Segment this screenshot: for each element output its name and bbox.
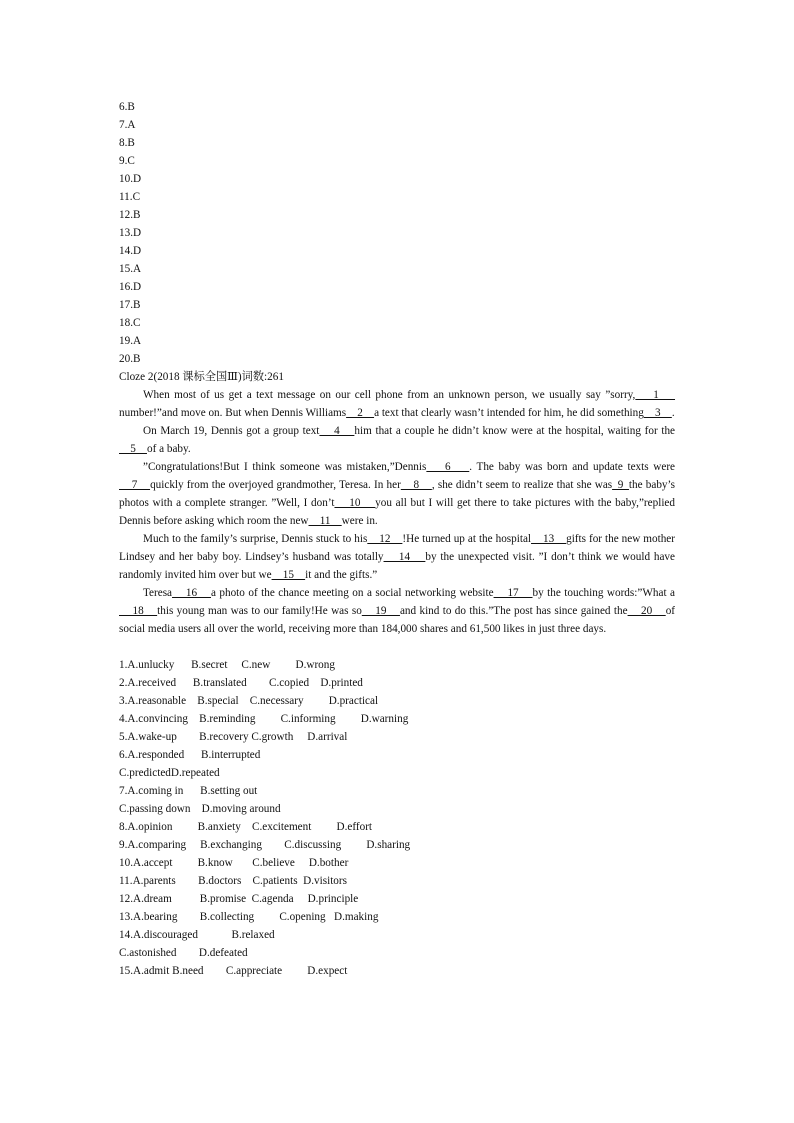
option-line: 10.A.accept B.know C.believe D.bother xyxy=(119,857,349,869)
cloze-blank: 14 xyxy=(383,551,426,563)
paragraph-text: !He turned up at the hospital xyxy=(402,533,532,545)
option-line: 9.A.comparing B.exchanging C.discussing D.sharing xyxy=(119,839,411,851)
answer-item: 6.B xyxy=(119,101,135,113)
answer-item: 18.C xyxy=(119,317,141,329)
cloze-blank: 15 xyxy=(271,569,306,581)
paragraph-text: Teresa xyxy=(143,587,173,599)
answer-item: 17.B xyxy=(119,299,141,311)
paragraph-text: gifts for the new mother Lindsey and her baby boy. Lindsey’s husband was totally xyxy=(119,533,675,563)
cloze-blank: 11 xyxy=(308,515,342,527)
cloze-blank: 19 xyxy=(361,605,400,617)
option-line: 12.A.dream B.promise C.agenda D.principle xyxy=(119,893,359,905)
option-line: 13.A.bearing B.collecting C.opening D.making xyxy=(119,911,379,923)
paragraph-text: When most of us get a text message on our cell phone from an unknown person, we usually say ”sorry, xyxy=(143,389,636,401)
cloze-blank: 4 xyxy=(319,425,355,437)
cloze-blank: 8 xyxy=(400,479,432,491)
answer-item: 12.B xyxy=(119,209,141,221)
answer-item: 10.D xyxy=(119,173,142,185)
paragraph-text: . xyxy=(671,407,675,419)
option-line: C.passing down D.moving around xyxy=(119,803,281,815)
option-line: 14.A.discouraged B.relaxed xyxy=(119,929,275,941)
option-line: C.predictedD.repeated xyxy=(119,767,220,779)
section-spacer xyxy=(119,638,675,656)
cloze-blank: 10 xyxy=(334,497,376,509)
paragraph-text: Much to the family’s surprise, Dennis stuck to his xyxy=(143,533,368,545)
option-line: 1.A.unlucky B.secret C.new D.wrong xyxy=(119,659,335,671)
answer-item: 15.A xyxy=(119,263,142,275)
option-line: 4.A.convincing B.reminding C.informing D.warning xyxy=(119,713,409,725)
paragraph-text: of a baby. xyxy=(146,443,191,455)
paragraph-text: quickly from the overjoyed grandmother, Teresa. In her xyxy=(150,479,401,491)
answer-item: 13.D xyxy=(119,227,142,239)
cloze-blank: 7 xyxy=(119,479,151,491)
paragraph-text: a photo of the chance meeting on a social networking website xyxy=(210,587,494,599)
cloze-blank: 16 xyxy=(172,587,211,599)
paragraph-text: ”Congratulations!But I think someone was mistaken,”Dennis xyxy=(143,461,427,473)
answer-item: 19.A xyxy=(119,335,142,347)
paragraph-text: the baby’s photos with a complete stranger. ”Well, I don’t xyxy=(119,479,675,509)
cloze-blank: 1 xyxy=(635,389,676,401)
option-line: 3.A.reasonable B.special C.necessary D.practical xyxy=(119,695,379,707)
answer-item: 11.C xyxy=(119,191,141,203)
cloze-blank: 5 xyxy=(119,443,147,455)
option-line: 8.A.opinion B.anxiety C.excitement D.effort xyxy=(119,821,373,833)
answer-item: 7.A xyxy=(119,119,136,131)
document-page xyxy=(119,98,675,980)
cloze-blank: 2 xyxy=(346,407,375,419)
paragraph-text: , she didn’t seem to realize that she was xyxy=(431,479,613,491)
paragraph-text: On March 19, Dennis got a group text xyxy=(143,425,320,437)
paragraph-text: this young man was to our family!He was so xyxy=(157,605,362,617)
answer-item: 20.B xyxy=(119,353,141,365)
option-line: 11.A.parents B.doctors C.patients D.visitors xyxy=(119,875,347,887)
cloze-blank: 6 xyxy=(426,461,470,473)
passage-body xyxy=(119,386,675,638)
answer-key-list xyxy=(119,98,675,368)
option-line: 7.A.coming in B.setting out xyxy=(119,785,258,797)
passage-paragraph xyxy=(119,422,675,458)
answer-item: 9.C xyxy=(119,155,135,167)
answer-item: 14.D xyxy=(119,245,142,257)
paragraph-text: him that a couple he didn’t know were at the hospital, waiting for the xyxy=(354,425,676,437)
paragraph-text: by the touching words:”What a xyxy=(532,587,675,599)
option-line: 6.A.responded B.interrupted xyxy=(119,749,261,761)
passage-paragraph xyxy=(119,458,675,530)
paragraph-text: it and the gifts.” xyxy=(305,569,378,581)
paragraph-text: were in. xyxy=(341,515,378,527)
paragraph-text: and kind to do this.”The post has since gained the xyxy=(399,605,628,617)
paragraph-text: by the unexpected visit. ”I don’t think we would have randomly invited him over but we xyxy=(119,551,675,581)
passage-title: Cloze 2(2018 课标全国Ⅲ)词数:261 xyxy=(119,371,284,383)
cloze-blank: 3 xyxy=(643,407,672,419)
cloze-blank: 13 xyxy=(531,533,567,545)
cloze-blank: 12 xyxy=(367,533,403,545)
answer-item: 16.D xyxy=(119,281,142,293)
paragraph-text: a text that clearly wasn’t intended for him, he did something xyxy=(374,407,644,419)
paragraph-text: . The baby was born and update texts were xyxy=(469,461,676,473)
paragraph-text: number!”and move on. But when Dennis Williams xyxy=(119,407,347,419)
option-line: 15.A.admit B.need C.appreciate D.expect xyxy=(119,965,348,977)
answer-item: 8.B xyxy=(119,137,135,149)
passage-paragraph xyxy=(119,530,675,584)
option-line: 2.A.received B.translated C.copied D.printed xyxy=(119,677,363,689)
cloze-blank: 17 xyxy=(493,587,533,599)
paragraph-text: of social media users all over the world, receiving more than 184,000 shares and 61,500 likes in just three days. xyxy=(119,605,676,635)
option-line: 5.A.wake-up B.recovery C.growth D.arrival xyxy=(119,731,348,743)
option-line: C.astonished D.defeated xyxy=(119,947,248,959)
options-list xyxy=(119,656,675,980)
passage-paragraph xyxy=(119,584,675,638)
cloze-blank: 18 xyxy=(119,605,158,617)
paragraph-text: you all but I will get there to take pictures with the baby,”replied Dennis before asking which room the new xyxy=(119,497,675,527)
cloze-blank: 20 xyxy=(627,605,666,617)
cloze-blank: _9_ xyxy=(612,479,629,491)
passage-paragraph xyxy=(119,386,675,422)
